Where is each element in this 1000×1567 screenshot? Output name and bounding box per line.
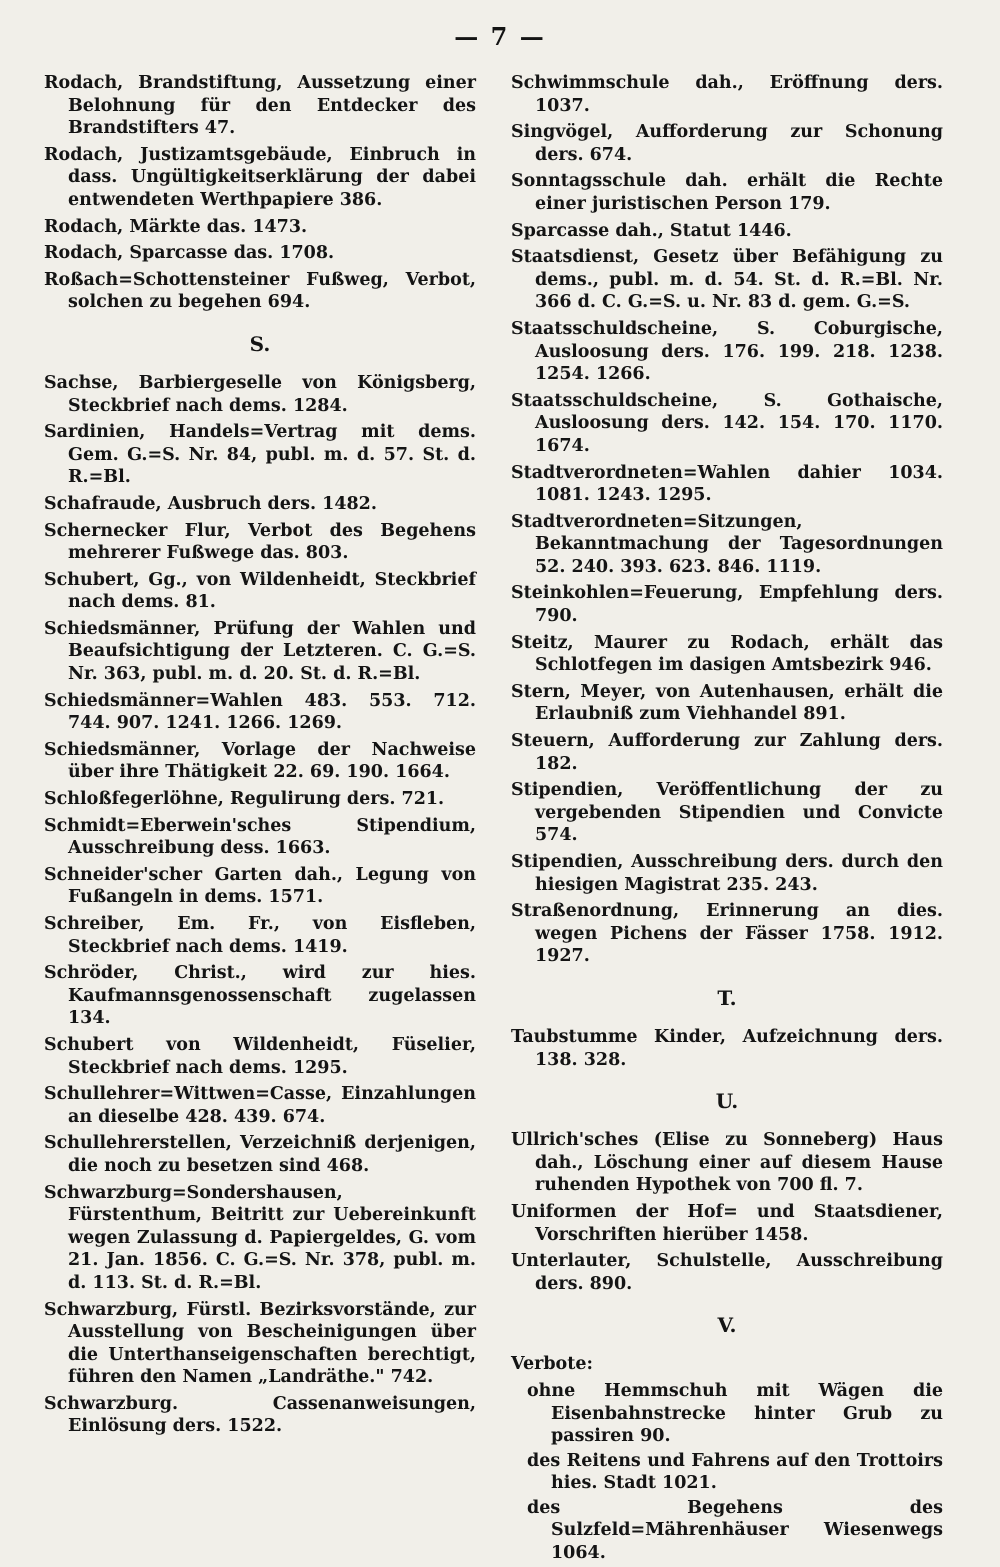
- index-entry: Sachse, Barbiergeselle von Königsberg, Steckbrief nach dems. 1284.: [44, 372, 476, 416]
- index-entry: Uniformen der Hof= und Staatsdiener, Vorschriften hierüber 1458.: [511, 1201, 943, 1245]
- page-number: — 7 —: [454, 22, 546, 51]
- index-entry: Schullehrerstellen, Verzeichniß derjenigen, die noch zu besetzen sind 468.: [44, 1133, 476, 1176]
- index-entry: Taubstumme Kinder, Aufzeichnung ders. 138. 328.: [511, 1026, 943, 1070]
- index-entry: Roßach=Schottensteiner Fußweg, Verbot, solchen zu begehen 694.: [44, 269, 476, 313]
- index-entry: Steitz, Maurer zu Rodach, erhält das Schlotfegen im dasigen Amtsbezirk 946.: [511, 632, 943, 676]
- index-entry: Sardinien, Handels=Vertrag mit dems. Gem. G.=S. Nr. 84, publ. m. d. 57. St. d. R.=Bl.: [44, 422, 476, 488]
- index-entry: Schullehrer=Wittwen=Casse, Einzahlungen an dieselbe 428. 439. 674.: [44, 1084, 476, 1127]
- right-column: [511, 72, 943, 1567]
- index-entry: Schwarzburg, Fürstl. Bezirksvorstände, zur Ausstellung von Bescheinigungen über die Unterthanseigenschaften berechtigt, führen den Namen „Landräthe." 742.: [44, 1299, 476, 1388]
- index-entry: Stipendien, Veröffentlichung der zu vergebenden Stipendien und Convicte 574.: [511, 780, 943, 846]
- index-entry: Schreiber, Em. Fr., von Eisfleben, Steckbrief nach dems. 1419.: [44, 914, 476, 957]
- index-entry: Schiedsmänner=Wahlen 483. 553. 712. 744. 907. 1241. 1266. 1269.: [44, 690, 476, 734]
- section-heading: T.: [717, 985, 737, 1010]
- index-entry: Schubert, Gg., von Wildenheidt, Steckbrief nach dems. 81.: [44, 569, 476, 613]
- index-entry: Schafraude, Ausbruch ders. 1482.: [44, 493, 377, 514]
- index-subentry: des Reitens und Fahrens auf den Trottoirs hies. Stadt 1021.: [527, 1450, 943, 1494]
- index-entry: Straßenordnung, Erinnerung an dies. wegen Pichens der Fässer 1758. 1912. 1927.: [511, 901, 943, 967]
- left-column: [44, 72, 476, 1442]
- section-heading: V.: [717, 1313, 737, 1338]
- index-subentry: des Begehens des Sulzfeld=Mährenhäuser Wiesenwegs 1064.: [527, 1497, 943, 1564]
- index-entry: Steuern, Aufforderung zur Zahlung ders. 182.: [511, 731, 943, 774]
- index-entry: Schröder, Christ., wird zur hies. Kaufmannsgenossenschaft zugelassen 134.: [44, 963, 476, 1029]
- index-entry: Rodach, Sparcasse das. 1708.: [44, 243, 335, 264]
- index-entry: Schneider'scher Garten dah., Legung von Fußangeln in dems. 1571.: [44, 864, 476, 908]
- index-entry: Schwimmschule dah., Eröffnung ders. 1037.: [511, 73, 943, 116]
- index-subentry: ohne Hemmschuh mit Wägen die Eisenbahnstrecke hinter Grub zu passiren 90.: [527, 1380, 943, 1447]
- index-entry: Schmidt=Eberwein'sches Stipendium, Ausschreibung dess. 1663.: [44, 815, 476, 859]
- index-entry: Schubert von Wildenheidt, Füselier, Steckbrief nach dems. 1295.: [44, 1034, 476, 1078]
- index-entry: Schloßfegerlöhne, Regulirung ders. 721.: [44, 789, 445, 810]
- section-heading: S.: [249, 331, 271, 356]
- index-entry: Schwarzburg=Sondershausen, Fürstenthum, Beitritt zur Uebereinkunft wegen Zulassung d. Papiergeldes, G. vom 21. Jan. 1856. C. G.=S. Nr. 378, publ. m. d. 113. St. d. R.=Bl.: [44, 1182, 476, 1293]
- index-entry: Stern, Meyer, von Autenhausen, erhält die Erlaubniß zum Viehhandel 891.: [511, 681, 943, 725]
- index-entry: Schiedsmänner, Prüfung der Wahlen und Beaufsichtigung der Letzteren. C. G.=S. Nr. 363, publ. m. d. 20. St. d. R.=Bl.: [44, 618, 476, 685]
- index-entry: Staatsdienst, Gesetz über Befähigung zu dems., publ. m. d. 54. St. d. R.=Bl. Nr. 366 d. C. G.=S. u. Nr. 83 d. gem. G.=S.: [511, 247, 943, 313]
- index-entry: Unterlauter, Schulstelle, Ausschreibung ders. 890.: [511, 1251, 943, 1294]
- index-entry: Staatsschuldscheine, S. Gothaische, Ausloosung ders. 142. 154. 170. 1170. 1674.: [511, 390, 943, 456]
- index-entry: Ullrich'sches (Elise zu Sonneberg) Haus dah., Löschung einer auf diesem Hause ruhenden Hypothek von 700 fl. 7.: [511, 1130, 943, 1196]
- index-entry: Singvögel, Aufforderung zur Schonung ders. 674.: [511, 122, 943, 165]
- index-entry: Steinkohlen=Feuerung, Empfehlung ders. 790.: [511, 583, 943, 627]
- index-entry: Sonntagsschule dah. erhält die Rechte einer juristischen Person 179.: [511, 171, 943, 214]
- index-entry: Schwarzburg. Cassenanweisungen, Einlösung ders. 1522.: [44, 1393, 476, 1437]
- index-entry: Verbote:: [511, 1354, 593, 1375]
- index-entry: Stadtverordneten=Sitzungen, Bekanntmachung der Tagesordnungen 52. 240. 393. 623. 846. 1119.: [511, 511, 943, 577]
- index-entry: Rodach, Märkte das. 1473.: [44, 216, 308, 237]
- index-entry: Sparcasse dah., Statut 1446.: [511, 220, 792, 241]
- index-entry: Stipendien, Ausschreibung ders. durch den hiesigen Magistrat 235. 243.: [511, 852, 943, 895]
- index-entry: Staatsschuldscheine, S. Coburgische, Ausloosung ders. 176. 199. 218. 1238. 1254. 1266.: [511, 318, 943, 385]
- index-entry: Schiedsmänner, Vorlage der Nachweise über ihre Thätigkeit 22. 69. 190. 1664.: [44, 739, 476, 783]
- index-entry: Schernecker Flur, Verbot des Begehens mehrerer Fußwege das. 803.: [44, 520, 476, 564]
- index-entry: Stadtverordneten=Wahlen dahier 1034. 1081. 1243. 1295.: [511, 462, 943, 506]
- index-entry: Rodach, Brandstiftung, Aussetzung einer Belohnung für den Entdecker des Brandstifters 47.: [44, 73, 476, 139]
- index-entry: Rodach, Justizamtsgebäude, Einbruch in dass. Ungültigkeitserklärung der dabei entwendeten Werthpapiere 386.: [44, 144, 476, 210]
- section-heading: U.: [715, 1089, 739, 1114]
